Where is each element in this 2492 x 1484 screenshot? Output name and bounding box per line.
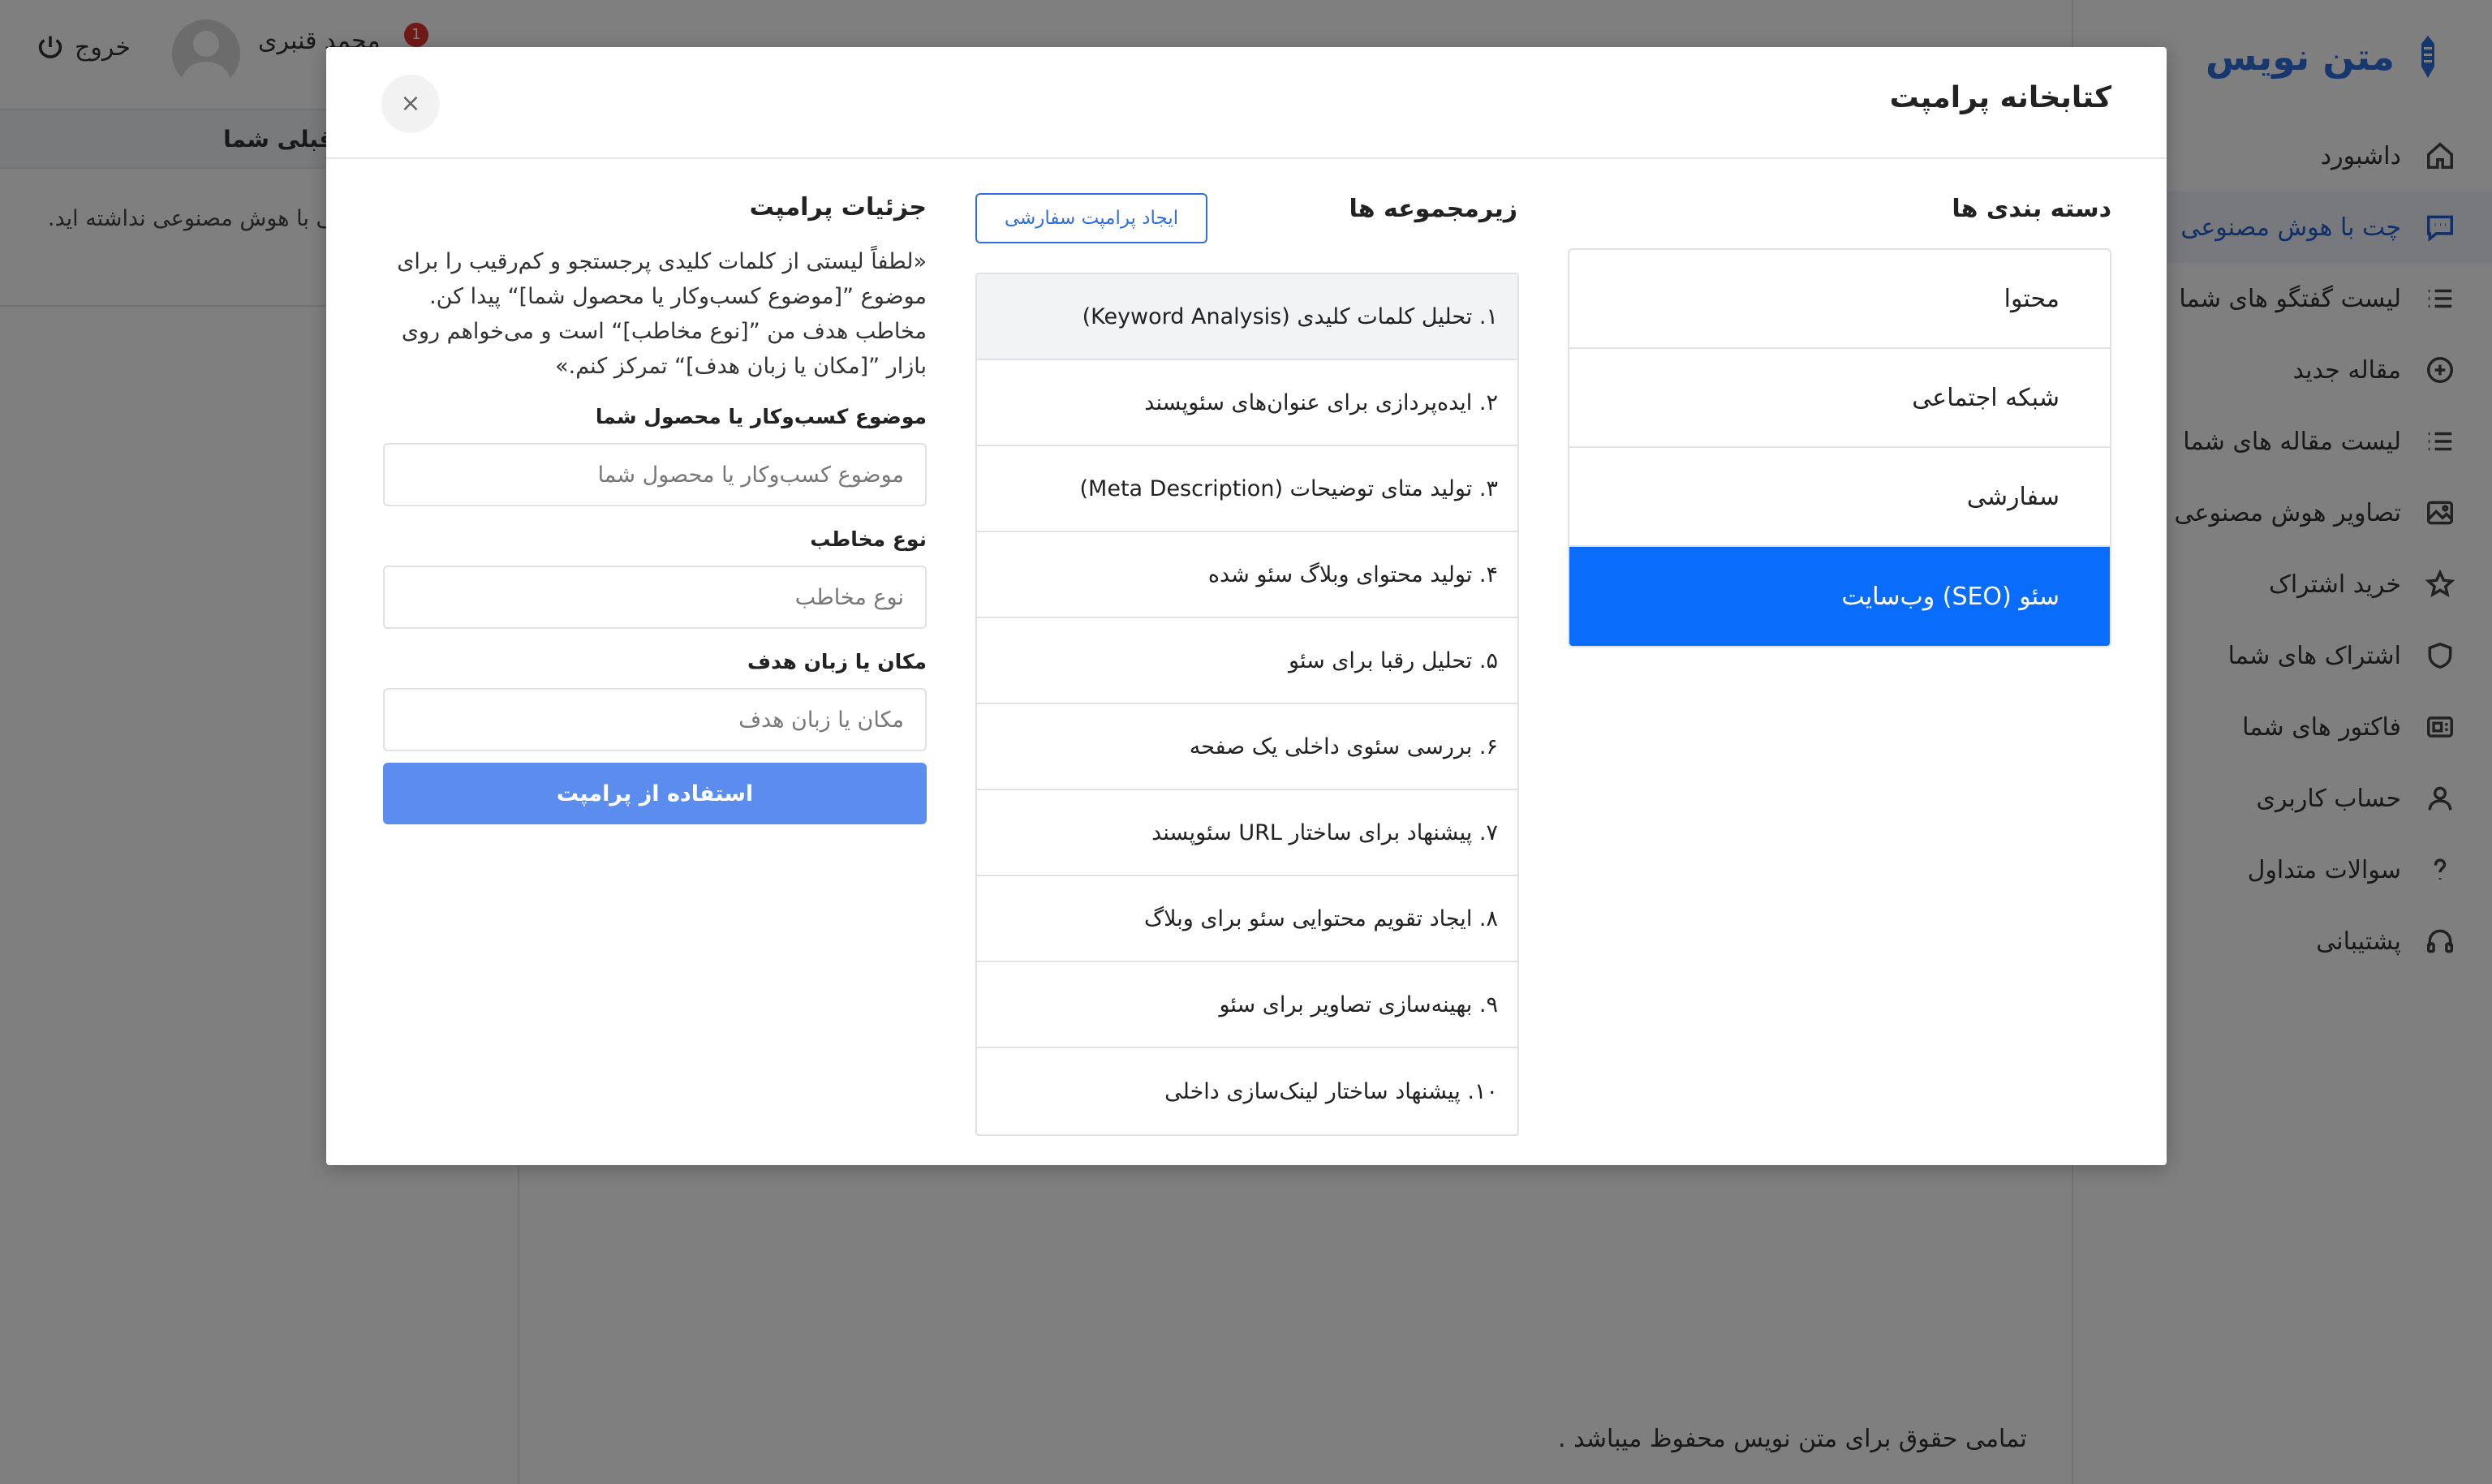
subcategory-item-active[interactable]: ۱. تحلیل کلمات کلیدی (Keyword Analysis) xyxy=(977,274,1517,360)
category-item[interactable]: محتوا xyxy=(1569,250,2110,349)
subcategories-title: زیرمجموعه ها xyxy=(1349,195,1517,223)
category-item[interactable]: شبکه اجتماعی xyxy=(1569,349,2110,448)
audience-type-input[interactable] xyxy=(383,566,927,629)
subcategory-item[interactable]: ۳. تولید متای توضیحات (Meta Description) xyxy=(977,446,1517,532)
modal-title: کتابخانه پرامپت xyxy=(1889,81,2111,114)
business-topic-input[interactable] xyxy=(383,443,927,506)
subcategory-item[interactable]: ۹. بهینه‌سازی تصاویر برای سئو xyxy=(977,962,1517,1048)
subcategory-item[interactable]: ۱۰. پیشنهاد ساختار لینک‌سازی داخلی xyxy=(1164,1078,1498,1104)
close-button[interactable] xyxy=(381,75,440,133)
target-location-label: مکان یا زبان هدف xyxy=(747,650,927,673)
subcategories-list xyxy=(975,273,1519,1136)
category-item[interactable]: سفارشی xyxy=(1569,448,2110,547)
audience-type-label: نوع مخاطب xyxy=(810,527,927,551)
target-location-input[interactable] xyxy=(383,688,927,751)
subcategory-item[interactable]: ۶. بررسی سئوی داخلی یک صفحه xyxy=(977,704,1517,790)
prompt-library-modal xyxy=(326,47,2167,1165)
subcategory-item[interactable]: ۴. تولید محتوای وبلاگ سئو شده xyxy=(977,532,1517,618)
use-prompt-button[interactable]: استفاده از پرامپت xyxy=(383,763,927,824)
subcategory-item[interactable]: ۲. ایده‌پردازی برای عنوان‌های سئوپسند xyxy=(977,360,1517,446)
subcategory-item[interactable]: ۸. ایجاد تقویم محتوایی سئو برای وبلاگ xyxy=(977,876,1517,962)
prompt-details-title: جزئیات پرامپت xyxy=(749,193,927,222)
subcategory-item[interactable]: ۷. پیشنهاد برای ساختار URL سئوپسند xyxy=(977,790,1517,876)
prompt-details xyxy=(383,193,927,824)
business-topic-label: موضوع کسب‌وکار یا محصول شما xyxy=(595,405,927,428)
close-icon: × xyxy=(400,89,421,118)
categories-title: دسته بندی ها xyxy=(1952,195,2111,223)
categories-list xyxy=(1568,248,2111,647)
create-custom-prompt-button[interactable]: ایجاد پرامپت سفارشی xyxy=(975,193,1207,243)
category-item-active[interactable]: سئو (SEO) وب‌سایت xyxy=(1569,547,2110,646)
prompt-template-text: «لطفاً لیستی از کلمات کلیدی پرجستجو و کم‌رقیب را برای موضوع ”[موضوع کسب‌وکار یا محصول شما]“ پیدا کن. مخاطب هدف من ”[نوع مخاطب]“ است و می‌خواهم روی بازار ”[مکان یا زبان هدف]“ تمرکز کنم.» xyxy=(397,249,927,379)
modal-header xyxy=(326,47,2167,159)
subcategory-item[interactable]: ۵. تحلیل رقبا برای سئو xyxy=(977,618,1517,704)
